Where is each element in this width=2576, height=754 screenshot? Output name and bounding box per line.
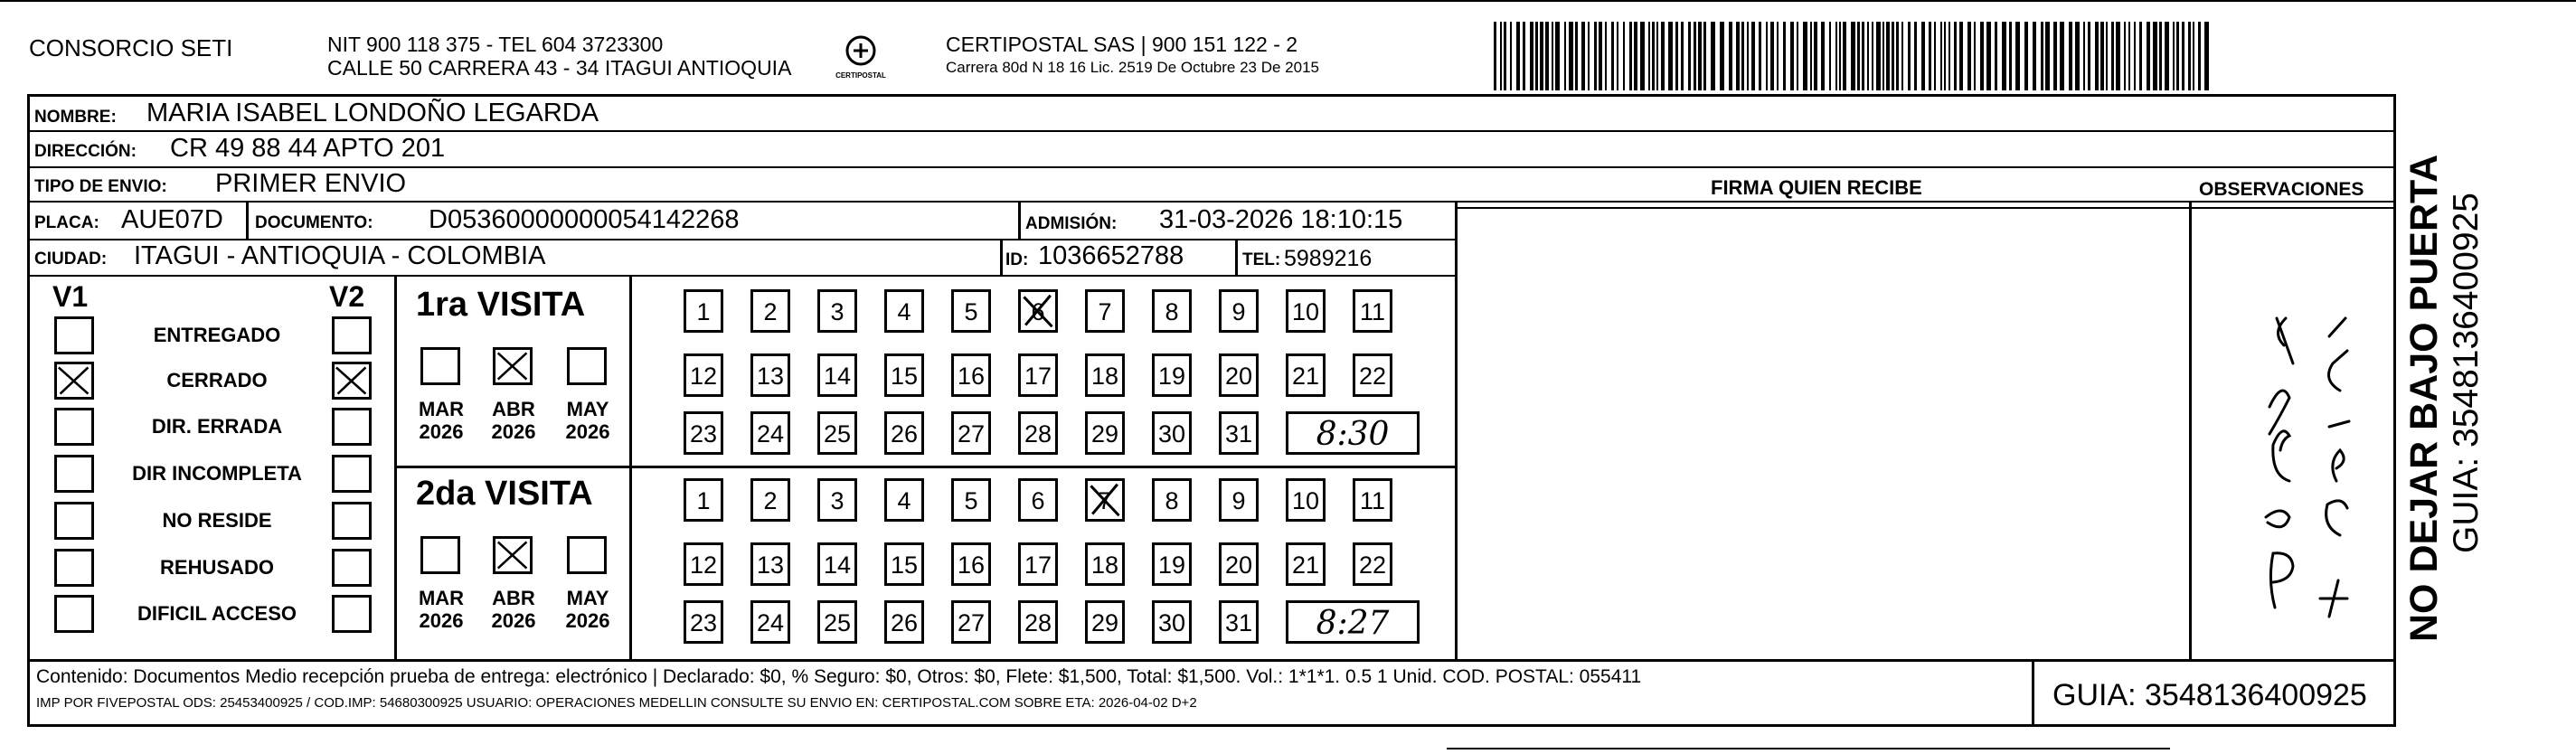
day-cell[interactable] (1152, 353, 1192, 397)
day-number: 23 (689, 420, 718, 448)
day-cell[interactable] (1286, 353, 1326, 397)
logo-text: CERTIPOSTAL (835, 71, 886, 80)
day-number: 31 (1224, 609, 1253, 636)
day-cell[interactable] (1219, 478, 1259, 522)
day-number: 21 (1291, 363, 1320, 390)
day-number: 28 (1024, 609, 1052, 636)
day-cell[interactable] (750, 353, 790, 397)
side-guia: GUIA: 3548136400925 (2447, 193, 2486, 553)
day-cell[interactable] (684, 411, 723, 455)
observaciones-header: OBSERVACIONES (2199, 179, 2364, 200)
status-reason-label: DIR INCOMPLETA (132, 462, 302, 485)
month-label (482, 587, 545, 633)
day-number: 9 (1231, 487, 1246, 514)
day-number: 29 (1090, 420, 1119, 448)
day-number: 11 (1359, 298, 1386, 325)
day-number: 16 (957, 363, 986, 390)
day-cell[interactable] (750, 289, 790, 333)
day-number: 16 (957, 551, 986, 579)
placa-value: AUE07D (121, 205, 223, 234)
day-cell[interactable] (951, 478, 991, 522)
day-cell[interactable] (1085, 353, 1125, 397)
day-number: 8 (1165, 298, 1179, 325)
day-cell[interactable] (1219, 411, 1259, 455)
day-cell[interactable] (817, 542, 857, 586)
day-number: 26 (890, 609, 919, 636)
nombre-label: NOMBRE: (34, 108, 117, 127)
day-number: 30 (1157, 420, 1186, 448)
day-number: 18 (1090, 363, 1119, 390)
visit-title: 1ra VISITA (416, 286, 586, 324)
month-name: MAR (418, 398, 465, 420)
day-number: 4 (897, 487, 911, 514)
documento-label: DOCUMENTO: (255, 213, 373, 232)
day-number: 18 (1090, 551, 1119, 579)
day-number: 14 (823, 551, 852, 579)
day-number: 19 (1157, 363, 1186, 390)
month-name: ABR (492, 398, 535, 420)
day-cell[interactable] (1018, 289, 1058, 333)
id-value: 1036652788 (1038, 241, 1184, 270)
day-cell[interactable] (1152, 600, 1192, 644)
day-number: 23 (689, 609, 718, 636)
day-number: 17 (1024, 551, 1052, 579)
day-cell[interactable] (750, 478, 790, 522)
day-number: 7 (1098, 298, 1112, 325)
courier-line: CERTIPOSTAL SAS | 900 151 122 - 2 (946, 33, 1298, 56)
ciudad-value: ITAGUI - ANTIOQUIA - COLOMBIA (134, 241, 546, 270)
day-cell[interactable] (684, 600, 723, 644)
day-number: 6 (1031, 298, 1045, 325)
ciudad-label: CIUDAD: (34, 250, 108, 269)
day-number: 22 (1358, 363, 1387, 390)
day-number: 5 (964, 487, 978, 514)
v1-checkbox[interactable] (54, 316, 94, 354)
day-cell[interactable] (884, 478, 924, 522)
month-checkbox[interactable] (567, 536, 607, 574)
day-cell[interactable] (1353, 542, 1392, 586)
day-cell[interactable] (1286, 289, 1326, 333)
contenido-line: Contenido: Documentos Medio recepción prueba de entrega: electrónico | Declarado: $0, % Seguro: $0, Otros: $0, Flete: $1,500, Total: $1,500. Vol.: 1*1*1. 0.5 1 Unid. COD. POSTAL: 055411 (36, 666, 1642, 687)
day-cell[interactable] (817, 600, 857, 644)
tipo-envio-value: PRIMER ENVIO (215, 169, 407, 198)
day-cell[interactable] (1085, 600, 1125, 644)
visit-title: 2da VISITA (416, 475, 593, 513)
day-cell[interactable] (1286, 542, 1326, 586)
month-label (556, 587, 619, 633)
day-number: 26 (890, 420, 919, 448)
v1-checkbox[interactable] (54, 595, 94, 633)
day-cell[interactable] (817, 478, 857, 522)
admision-value: 31-03-2026 18:10:15 (1159, 205, 1403, 234)
v2-header: V2 (329, 280, 365, 313)
address-line: CALLE 50 CARRERA 43 - 34 ITAGUI ANTIOQUIA (327, 56, 792, 80)
month-year: 2026 (419, 609, 464, 633)
handwritten-time (1286, 411, 1420, 455)
day-number: 5 (964, 298, 978, 325)
day-number: 30 (1157, 609, 1186, 636)
day-number: 13 (756, 551, 785, 579)
month-name: MAY (566, 398, 609, 420)
day-cell[interactable] (1353, 289, 1392, 333)
day-number: 24 (756, 609, 785, 636)
placa-label: PLACA: (34, 213, 99, 232)
day-number: 2 (763, 487, 778, 514)
day-cell[interactable] (750, 600, 790, 644)
day-number: 12 (689, 551, 718, 579)
day-number: 24 (756, 420, 785, 448)
day-mark (1088, 481, 1122, 519)
day-cell[interactable] (1152, 542, 1192, 586)
day-number: 27 (957, 609, 986, 636)
day-cell[interactable] (1018, 478, 1058, 522)
direccion-label: DIRECCIÓN: (34, 142, 137, 161)
month-year: 2026 (491, 420, 536, 444)
day-number: 11 (1359, 487, 1386, 514)
day-number: 2 (763, 298, 778, 325)
certipostal-logo (834, 29, 888, 83)
day-number: 1 (696, 298, 711, 325)
v1-checkbox[interactable] (54, 362, 94, 400)
month-year: 2026 (565, 420, 610, 444)
day-cell[interactable] (884, 353, 924, 397)
day-cell[interactable] (750, 411, 790, 455)
v1-checkbox[interactable] (54, 408, 94, 446)
month-year: 2026 (491, 609, 536, 633)
day-cell[interactable] (1018, 353, 1058, 397)
day-number: 22 (1358, 551, 1387, 579)
barcode (1494, 22, 2217, 90)
day-number: 29 (1090, 609, 1119, 636)
day-number: 20 (1224, 363, 1253, 390)
month-year: 2026 (419, 420, 464, 444)
month-name: MAR (418, 587, 465, 609)
day-number: 27 (957, 420, 986, 448)
day-cell[interactable] (884, 600, 924, 644)
month-name: MAY (566, 587, 609, 609)
day-cell[interactable] (1219, 353, 1259, 397)
license-line: Carrera 80d N 18 16 Lic. 2519 De Octubre 23 De 2015 (946, 59, 1319, 76)
nombre-value: MARIA ISABEL LONDOÑO LEGARDA (146, 99, 599, 127)
day-number: 8 (1165, 487, 1179, 514)
v2-checkbox[interactable] (332, 362, 372, 400)
day-cell[interactable] (1152, 289, 1192, 333)
day-cell[interactable] (684, 289, 723, 333)
day-number: 9 (1231, 298, 1246, 325)
day-number: 15 (890, 363, 919, 390)
day-number: 1 (696, 487, 711, 514)
day-cell[interactable] (684, 353, 723, 397)
day-cell[interactable] (1085, 289, 1125, 333)
status-reason-label: CERRADO (166, 369, 268, 391)
admision-label: ADMISIÓN: (1025, 214, 1118, 233)
day-number: 13 (756, 363, 785, 390)
day-cell[interactable] (817, 289, 857, 333)
day-cell[interactable] (1018, 600, 1058, 644)
month-checkbox[interactable] (567, 347, 607, 385)
day-number: 17 (1024, 363, 1052, 390)
month-label (410, 587, 473, 633)
day-cell[interactable] (684, 478, 723, 522)
v1-header: V1 (52, 280, 89, 313)
v2-checkbox[interactable] (332, 408, 372, 446)
tel-label: TEL: (1242, 250, 1281, 269)
time-value: 8:27 (1316, 605, 1390, 642)
day-cell[interactable] (951, 600, 991, 644)
day-number: 20 (1224, 551, 1253, 579)
v1-checkbox[interactable] (54, 502, 94, 540)
day-number: 25 (823, 609, 852, 636)
status-reason-label: DIR. ERRADA (151, 415, 283, 438)
status-reason-label: NO RESIDE (162, 509, 272, 532)
day-number: 4 (897, 298, 911, 325)
day-number: 14 (823, 363, 852, 390)
month-checkbox[interactable] (420, 536, 460, 574)
day-cell[interactable] (1286, 478, 1326, 522)
day-number: 19 (1157, 551, 1186, 579)
footer-guia: GUIA: 3548136400925 (2052, 678, 2367, 712)
day-mark (1021, 292, 1055, 330)
day-cell[interactable] (1085, 542, 1125, 586)
month-label (410, 398, 473, 444)
day-cell[interactable] (1085, 411, 1125, 455)
day-cell[interactable] (1219, 542, 1259, 586)
day-cell[interactable] (951, 353, 991, 397)
time-value: 8:30 (1316, 416, 1390, 453)
status-reason-label: ENTREGADO (153, 324, 281, 346)
day-number: 10 (1291, 487, 1320, 514)
day-cell[interactable] (884, 542, 924, 586)
day-number: 3 (830, 298, 845, 325)
day-cell[interactable] (884, 411, 924, 455)
day-cell[interactable] (1018, 411, 1058, 455)
nit-line: NIT 900 118 375 - TEL 604 3723300 (327, 33, 664, 56)
month-checkbox[interactable] (493, 347, 533, 385)
day-number: 21 (1291, 551, 1320, 579)
day-cell[interactable] (1353, 353, 1392, 397)
observaciones-handwriting (2194, 210, 2392, 658)
v1-checkbox[interactable] (54, 549, 94, 587)
day-cell[interactable] (1152, 478, 1192, 522)
day-cell[interactable] (684, 542, 723, 586)
v2-checkbox[interactable] (332, 595, 372, 633)
month-label (482, 398, 545, 444)
tel-value: 5989216 (1284, 246, 1373, 271)
month-year: 2026 (565, 609, 610, 633)
day-number: 15 (890, 551, 919, 579)
month-checkbox[interactable] (420, 347, 460, 385)
v1-checkbox[interactable] (54, 455, 94, 493)
day-cell[interactable] (951, 411, 991, 455)
v2-checkbox[interactable] (332, 549, 372, 587)
handwritten-time (1286, 600, 1420, 644)
v2-checkbox[interactable] (332, 502, 372, 540)
status-reason-label: DIFICIL ACCESO (137, 602, 297, 625)
direccion-value: CR 49 88 44 APTO 201 (170, 134, 446, 163)
month-label (556, 398, 619, 444)
day-number: 12 (689, 363, 718, 390)
v2-checkbox[interactable] (332, 316, 372, 354)
month-checkbox[interactable] (493, 536, 533, 574)
no-dejar-warning: NO DEJAR BAJO PUERTA (2402, 154, 2446, 642)
company-name: CONSORCIO SETI (29, 34, 233, 61)
documento-value: D05360000000054142268 (429, 205, 740, 234)
status-reason-label: REHUSADO (160, 556, 274, 579)
day-cell[interactable] (817, 411, 857, 455)
day-number: 25 (823, 420, 852, 448)
day-number: 3 (830, 487, 845, 514)
day-number: 28 (1024, 420, 1052, 448)
day-number: 6 (1031, 487, 1045, 514)
day-number: 7 (1098, 487, 1112, 514)
day-number: 10 (1291, 298, 1320, 325)
imp-line: IMP POR FIVEPOSTAL ODS: 25453400925 / COD.IMP: 54680300925 USUARIO: OPERACIONES MEDELLIN CONSULTE SU ENVIO EN: CERTIPOSTAL.COM SOBRE ETA: 2026-04-02 D+2 (36, 695, 1197, 711)
day-cell[interactable] (1018, 542, 1058, 586)
id-label: ID: (1005, 250, 1029, 269)
v2-checkbox[interactable] (332, 455, 372, 493)
day-cell[interactable] (817, 353, 857, 397)
day-cell[interactable] (1219, 289, 1259, 333)
tipo-envio-label: TIPO DE ENVIO: (34, 177, 167, 196)
day-cell[interactable] (1085, 478, 1125, 522)
day-cell[interactable] (1219, 600, 1259, 644)
day-cell[interactable] (1152, 411, 1192, 455)
day-cell[interactable] (750, 542, 790, 586)
day-cell[interactable] (951, 542, 991, 586)
day-cell[interactable] (1353, 478, 1392, 522)
firma-header: FIRMA QUIEN RECIBE (1711, 176, 1922, 199)
day-cell[interactable] (951, 289, 991, 333)
day-number: 31 (1224, 420, 1253, 448)
day-cell[interactable] (884, 289, 924, 333)
month-name: ABR (492, 587, 535, 609)
